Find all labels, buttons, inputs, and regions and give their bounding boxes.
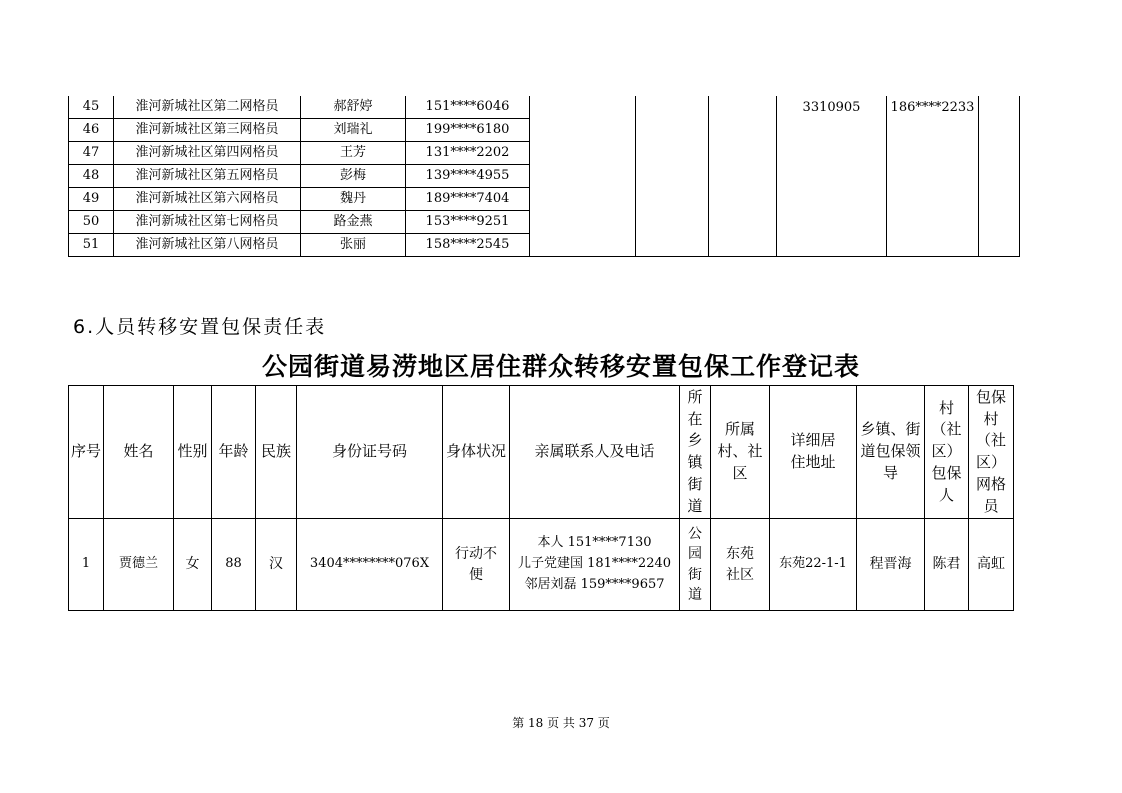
cell-grid-member: 高虹 [969,519,1014,611]
header-address: 详细居住地址 [770,386,857,519]
cell-community: 东苑社区 [711,519,770,611]
header-township: 所在乡镇街道 [680,386,711,519]
mobile-number [887,96,979,257]
position-name: 淮河新城社区第四网格员 [114,142,301,165]
person-name: 刘瑞礼 [301,119,406,142]
table-row [69,519,1014,611]
cell-name: 贾德兰 [104,519,174,611]
merged-cell-empty [530,96,636,257]
relative-contact: 本人 151****7130 [537,535,652,551]
page-footer: 第 18 页 共 37 页 [512,716,610,730]
row-number: 46 [69,119,114,142]
person-name: 张丽 [301,234,406,257]
grid-member-table [68,96,1020,257]
cell-ethnicity: 汉 [256,519,297,611]
header-grid-member: 包保村（社区）网格员 [969,386,1014,519]
cell-township: 公园街道 [680,519,711,611]
row-number: 45 [69,96,114,119]
header-village-guarantor: 村（社区）包保人 [925,386,969,519]
relative-contact: 儿子党建国 181****2240 [517,556,672,572]
phone-number: 139****4955 [406,165,530,188]
header-health: 身体状况 [443,386,510,519]
position-name: 淮河新城社区第二网格员 [114,96,301,119]
cell-id-number: 3404********076X [297,519,443,611]
registration-table [68,385,1014,611]
row-number: 49 [69,188,114,211]
phone-number: 153****9251 [406,211,530,234]
header-age: 年龄 [212,386,256,519]
row-number: 50 [69,211,114,234]
landline-number [777,96,887,257]
header-gender: 性别 [174,386,212,519]
phone-number: 199****6180 [406,119,530,142]
row-number: 51 [69,234,114,257]
cell-age: 88 [212,519,256,611]
person-name: 魏丹 [301,188,406,211]
cell-relatives [510,519,680,611]
phone-number: 151****6046 [406,96,530,119]
header-seq: 序号 [69,386,104,519]
cell-village-guarantor: 陈君 [925,519,969,611]
merged-cell-empty [709,96,777,257]
header-relatives: 亲属联系人及电话 [510,386,680,519]
header-row [69,386,1014,519]
merged-cell-empty [636,96,709,257]
phone-number: 158****2545 [406,234,530,257]
position-name: 淮河新城社区第六网格员 [114,188,301,211]
relative-contact: 邻居刘磊 159****9657 [524,576,665,592]
phone-number: 131****2202 [406,142,530,165]
person-name: 郝舒婷 [301,96,406,119]
cell-gender: 女 [174,519,212,611]
row-number: 48 [69,165,114,188]
section-heading: 6.人员转移安置包保责任表 [73,316,327,338]
cell-address: 东苑22-1-1 [770,519,857,611]
person-name: 彭梅 [301,165,406,188]
position-name: 淮河新城社区第五网格员 [114,165,301,188]
position-name: 淮河新城社区第七网格员 [114,211,301,234]
merged-cell-empty [979,96,1020,257]
row-number: 47 [69,142,114,165]
cell-seq: 1 [69,519,104,611]
person-name: 王芳 [301,142,406,165]
position-name: 淮河新城社区第三网格员 [114,119,301,142]
landline-text: 3310905 [802,100,861,115]
header-id-number: 身份证号码 [297,386,443,519]
cell-health: 行动不便 [443,519,510,611]
table-row [69,96,1020,119]
position-name: 淮河新城社区第八网格员 [114,234,301,257]
header-community: 所属村、社区 [711,386,770,519]
page-title: 公园街道易涝地区居住群众转移安置包保工作登记表 [261,352,860,381]
header-ethnicity: 民族 [256,386,297,519]
cell-leader: 程晋海 [857,519,925,611]
header-leader: 乡镇、街道包保领导 [857,386,925,519]
mobile-text: 186****2233 [890,100,975,115]
phone-number: 189****7404 [406,188,530,211]
person-name: 路金燕 [301,211,406,234]
header-name: 姓名 [104,386,174,519]
